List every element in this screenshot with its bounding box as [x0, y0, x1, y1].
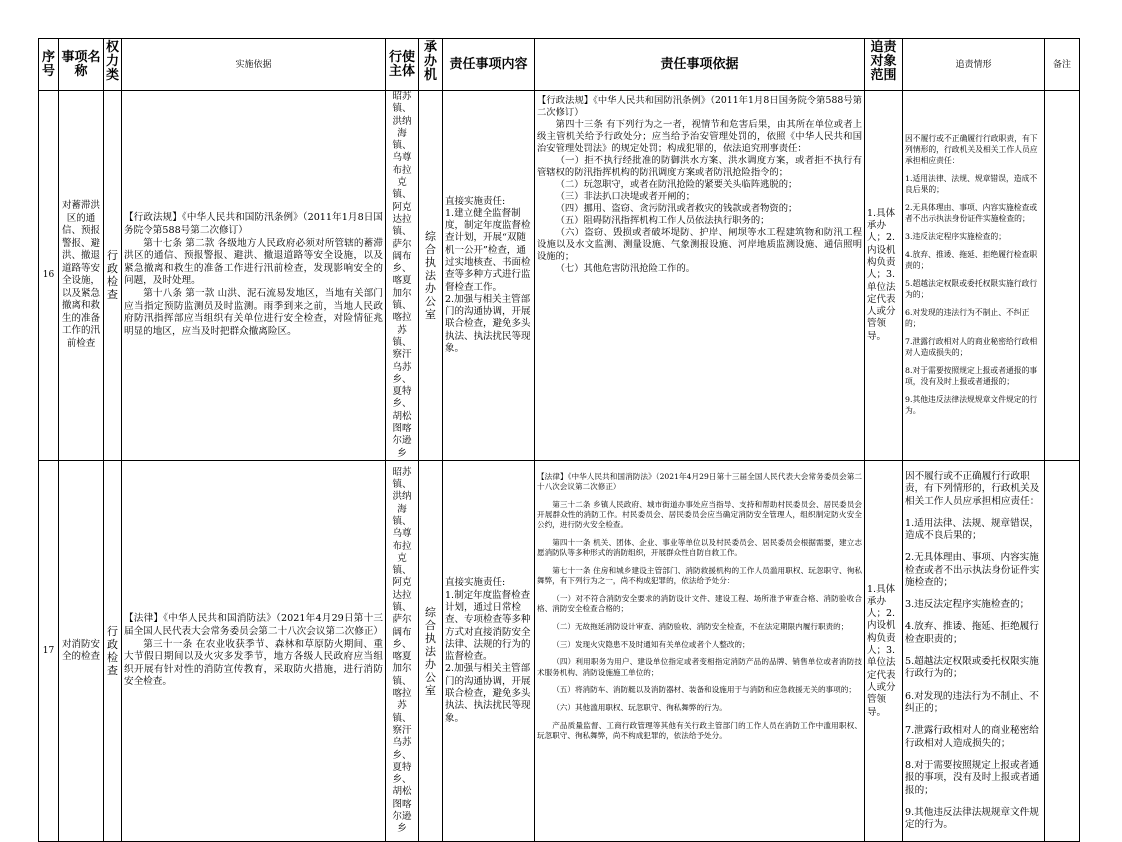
content-line: 1.建立健全监督制度，制定年度监督检查计划，开展“双随机一公开”检查，通过实地核查、书面检查等多种方式进行监督检查工作。 — [445, 207, 531, 293]
row-subject: 昭苏镇、洪纳海镇、乌尊布拉克镇、阿克达拉镇、萨尔阔布乡、喀夏加尔镇、喀拉苏镇、察汗乌苏乡、夏特乡、胡松图喀尔逊乡 — [386, 460, 419, 842]
resp-item: （七）其他危害防汛抢险工作的。 — [555, 263, 696, 274]
resp-article: 第三十二条 乡镇人民政府、城市街道办事处应当指导、支持和帮助村民委员会、居民委员会开展群众性的消防工作。村民委员会、居民委员会应当确定消防安全管理人，组织制定防火安全公约，进行防火安全检查。 — [537, 499, 862, 529]
case-line: 7.泄露行政相对人的商业秘密给行政相对人造成损失的； — [905, 725, 1039, 749]
header-content: 责任事项内容 — [443, 39, 535, 91]
resp-item: （三）非法扒口决堤或者开闸的； — [555, 191, 696, 202]
basis-article: 第十七条 第二款 各级地方人民政府必须对所管辖的蓄滞洪区的通信、预报警报、避洪、撤退道路等安全设施，以及紧急撤离和救生的准备工作进行汛前检查，发现影响安全的问题，及时处理。 — [124, 237, 383, 287]
row-type: 行政检查 — [104, 91, 122, 461]
header-type: 权力类 — [104, 39, 122, 91]
row-seq: 17 — [39, 460, 59, 842]
row-type: 行政检查 — [104, 460, 122, 842]
case-line: 1.适用法律、法规、规章错误，造成不良后果的； — [905, 174, 1038, 194]
case-line: 3.违反法定程序实施检查的； — [905, 599, 1030, 611]
case-line: 因不履行或不正确履行行政职责，有下列情形的，行政机关及相关工作人员应承担相应责任： — [905, 470, 1040, 507]
row-resp-basis — [535, 91, 865, 461]
case-line: 2.无具体理由、事项、内容实施检查或者不出示执法身份证件实施检查的； — [905, 552, 1040, 589]
resp-item: （三）发现火灾隐患不及时通知有关单位或者个人整改的； — [552, 639, 750, 649]
case-line: 7.泄露行政相对人的商业秘密给行政相对人造成损失的； — [905, 337, 1038, 357]
row-content — [443, 91, 535, 461]
resp-article: 产品质量监督、工商行政管理等其他有关行政主管部门的工作人员在消防工作中滥用职权、玩忽职守、徇私舞弊，尚不构成犯罪的，依法给予处分。 — [537, 720, 862, 741]
row-subject: 昭苏镇、洪纳海镇、乌尊布拉克镇、阿克达拉镇、萨尔阔布乡、喀夏加尔镇、喀拉苏镇、察汗乌苏乡、夏特乡、胡松图喀尔逊乡 — [386, 91, 419, 461]
case-line: 5.超越法定权限或委托权限实施行政行为的； — [905, 279, 1038, 299]
case-line: 4.放弃、推诿、拖延、拒绝履行检查职责的； — [905, 250, 1038, 270]
content-line: 1.制定年度监督检查计划，通过日常检查、专项检查等多种方式对直接消防安全法律、法规的行为的监督检查。 — [445, 589, 531, 663]
resp-source: 【行政法规】《中华人民共和国防汛条例》（2011年1月8日国务院令第588号第二次修订） — [537, 95, 862, 118]
case-line: 5.超越法定权限或委托权限实施行政行为的； — [905, 655, 1039, 680]
header-subject: 行使主体 — [386, 39, 419, 91]
basis-source: 【行政法规】《中华人民共和国防汛条例》（2011年1月8日国务院令第588号第二次修订） — [124, 212, 383, 237]
case-line: 3.违反法定程序实施检查的； — [905, 231, 1007, 241]
resp-item: （五）将消防车、消防艇以及消防器材、装备和设施用于与消防和应急救援无关的事项的； — [552, 685, 856, 695]
resp-item: （四）挪用、盗窃、贪污防汛或者救灾的钱款或者物资的； — [555, 203, 798, 214]
row-note — [1045, 460, 1080, 842]
header-cases: 追责情形 — [903, 39, 1045, 91]
row-resp-basis — [535, 460, 865, 842]
header-note: 备注 — [1045, 39, 1080, 91]
case-line: 因不履行或不正确履行行政职责，有下列情形的，行政机关及相关工作人员应承担相应责任： — [905, 134, 1038, 165]
row-basis — [122, 91, 386, 461]
content-line: 2.加强与相关主管部门的沟通协调，开展联合检查，避免多头执法、执法扰民等现象。 — [445, 663, 531, 724]
header-basis: 实施依据 — [122, 39, 386, 91]
case-line: 8.对于需要按照规定上报或者通报的事项，没有及时上报或者通报的； — [905, 759, 1040, 796]
header-resp-basis: 责任事项依据 — [535, 39, 865, 91]
row-name: 对蓄滞洪区的通信、预报警报、避洪、撤退道路等安全设施，以及紧急撤离和救生的准备工作的汛前检查 — [59, 91, 104, 461]
case-line: 1.适用法律、法规、规章错误，造成不良后果的； — [905, 517, 1039, 542]
resp-item: （六）其他滥用职权、玩忽职守、徇私舞弊的行为。 — [552, 703, 727, 713]
resp-article: 第四十三条 有下列行为之一者，视情节和危害后果，由其所在单位或者上级主管机关给予行政处分；应当给予治安管理处罚的，依照《中华人民共和国治安管理处罚法》的规定处罚；构成犯罪的，依法追究刑事责任： — [537, 119, 862, 154]
row-note — [1045, 91, 1080, 461]
case-line: 8.对于需要按照规定上报或者通报的事项，没有及时上报或者通报的； — [905, 366, 1038, 386]
row-cases — [903, 91, 1045, 461]
resp-item: （六）盗窃、毁损或者破坏堤防、护岸、闸坝等水工程建筑物和防汛工程设施以及水文监测、测量设施、气象测报设施、河岸地质监测设施、通信照明设施的； — [537, 227, 862, 262]
table-row — [39, 91, 1080, 461]
resp-item: （二）玩忽职守，或者在防汛抢险的紧要关头临阵逃脱的； — [555, 179, 798, 190]
row-content — [443, 460, 535, 842]
case-line: 6.对发现的违法行为不制止、不纠正的； — [905, 690, 1039, 715]
row-object: 1.具体承办人；2.内设机构负责人；3.单位法定代表人或分管领导。 — [865, 460, 903, 842]
header-dept: 承办机 — [419, 39, 443, 91]
header-object: 追责对象范围 — [865, 39, 903, 91]
table-row — [39, 460, 1080, 842]
header-row — [39, 39, 1080, 91]
content-line: 直接实施责任: — [445, 577, 506, 589]
resp-article: 第四十一条 机关、团体、企业、事业等单位以及村民委员会、居民委员会根据需要，建立志愿消防队等多种形式的消防组织，开展群众性自防自救工作。 — [537, 537, 862, 557]
resp-item: （一）拒不执行经批准的防御洪水方案、洪水调度方案，或者拒不执行有管辖权的防汛指挥机构的防汛调度方案或者防汛抢险指令的； — [537, 155, 862, 178]
content-line: 直接实施责任: — [445, 195, 506, 207]
row-object: 1.具体承办人；2.内设机构负责人；3.单位法定代表人或分管领导。 — [865, 91, 903, 461]
resp-source: 【法律】《中华人民共和国消防法》（2021年4月29日第十三届全国人民代表大会常务委员会第二十八次会议第二次修正） — [537, 471, 862, 491]
resp-article: 第七十一条 住房和城乡建设主管部门、消防救援机构的工作人员滥用职权、玩忽职守、徇私舞弊，有下列行为之一，尚不构成犯罪的，依法给予处分： — [537, 565, 862, 585]
row-basis — [122, 460, 386, 842]
row-seq: 16 — [39, 91, 59, 461]
header-name: 事项名称 — [59, 39, 104, 91]
row-name: 对消防安全的检查 — [59, 460, 104, 842]
case-line: 2.无具体理由、事项、内容实施检查或者不出示执法身份证件实施检查的； — [905, 202, 1038, 223]
header-seq: 序号 — [39, 39, 59, 91]
basis-article: 第十八条 第一款 山洪、泥石流易发地区，当地有关部门应当指定预防监测员及时监测。雨季到来之前，当地人民政府防汛指挥部应当组织有关单位进行安全检查，对险情征兆明显的地区，应当及时把群众撤离险区。 — [124, 288, 383, 337]
case-line: 9.其他违反法律法规规章文件规定的行为。 — [905, 395, 1038, 415]
content-line: 2.加强与相关主管部门的沟通协调，开展联合检查，避免多头执法、执法扰民等现象。 — [445, 293, 531, 355]
basis-source: 【法律】《中华人民共和国消防法》（2021年4月29日第十三届全国人民代表大会常务委员会第二十八次会议第二次修正） — [124, 613, 384, 637]
row-cases — [903, 460, 1045, 842]
row-dept: 综合执法办公室 — [419, 91, 443, 461]
row-dept: 综合执法办公室 — [419, 460, 443, 842]
case-line: 4.放弃、推诿、拖延、拒绝履行检查职责的； — [905, 621, 1039, 645]
resp-item: （五）阻碍防汛指挥机构工作人员依法执行职务的； — [555, 215, 770, 226]
case-line: 6.对发现的违法行为不制止、不纠正的； — [905, 308, 1030, 328]
case-line: 9.其他违反法律法规规章文件规定的行为。 — [905, 806, 1039, 831]
resp-item: （四）利用职务为用户、建设单位指定或者变相指定消防产品的品牌、销售单位或者消防技术服务机构、消防设施施工单位的； — [537, 657, 862, 677]
basis-article: 第三十一条 在农业收获季节、森林和草原防火期间、重大节假日期间以及火灾多发季节，地方各级人民政府应当组织开展有针对性的消防宣传教育，采取防火措施，进行消防安全检查。 — [124, 638, 383, 688]
responsibility-table — [38, 38, 1080, 842]
resp-item: （二）无故拖延消防设计审查、消防验收、消防安全检查，不在法定期限内履行职责的； — [552, 621, 849, 631]
resp-item: （一）对不符合消防安全要求的消防设计文件、建设工程、场所准予审查合格、消防验收合格、消防安全检查合格的； — [537, 593, 862, 613]
